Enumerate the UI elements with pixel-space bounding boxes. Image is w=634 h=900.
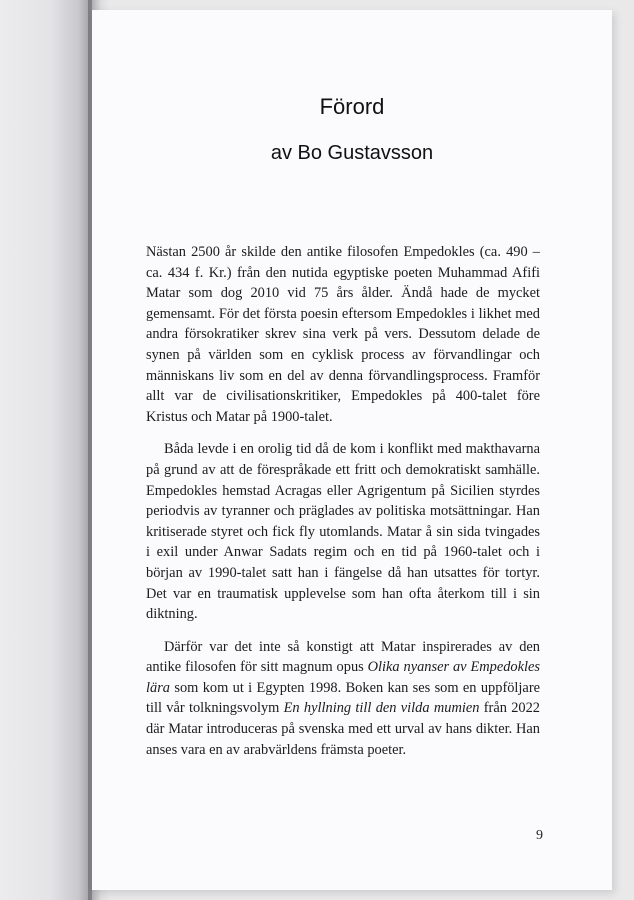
book-page (92, 10, 612, 890)
book-title-mumien: En hyllning till den vilda mumien (283, 700, 480, 717)
chapter-title: Förord (319, 94, 385, 119)
paragraph-3-text-1: Därför var det inte så konstigt att Matar inspirerades av den antike filosofen för sitt magnum opus (146, 638, 540, 676)
paragraph-3 (146, 637, 540, 761)
book-title-empedokles: Olika nyanser av Empedokles lära (146, 659, 541, 696)
paragraph-3-text-3: från 2022 där Matar introduceras på svenska med ett urval av hans dikter. Han anses vara en av arabvärldens främsta poeter. (146, 700, 540, 758)
body-text (146, 242, 540, 772)
paragraph-3-text-2: som kom ut i Egypten 1998. Boken kan ses som en uppföljare till vår tolkningsvolym (146, 679, 540, 717)
paragraph-2: Båda levde i en orolig tid då de kom i konflikt med makthavarna på grund av att de förespråkade ett fritt och demokratiskt samhälle. Empedokles hemstad Acragas eller Agrigentum på Sicilien styrdes periodvis av tyranner och präglades av politiska motsättningar. Han kritiserade styret och fick fly utomlands. Matar å sin sida tvingades i exil under Anwar Sadats regim och en tid på 1960-talet och i början av 1990-talet satt han i fängelse då han utsattes för tortyr. Det var en traumatisk upplevelse som han ofta återkom till i sin diktning. (146, 441, 540, 623)
page-number: 9 (536, 828, 543, 843)
chapter-author: av Bo Gustavsson (270, 142, 434, 164)
paragraph-1: Nästan 2500 år skilde den antike filosofen Empedokles (ca. 490 – ca. 434 f. Kr.) från den nutida egyptiske poeten Muhammad Afifi Matar som dog 2010 vid 75 års ålder. Ändå hade de mycket gemensamt. För det första poesin eftersom Empedokles i likhet med andra försokratiker skrev sina verk på vers. Dessutom delade de synen på världen som en cyklisk process av förvandlingar och människans liv som en del av denna förvandlingsprocess. Framför allt var de civilisationskritiker, Empedokles på 400-talet före Kristus och Matar på 1900-talet. (146, 244, 540, 425)
facing-page (0, 0, 92, 900)
